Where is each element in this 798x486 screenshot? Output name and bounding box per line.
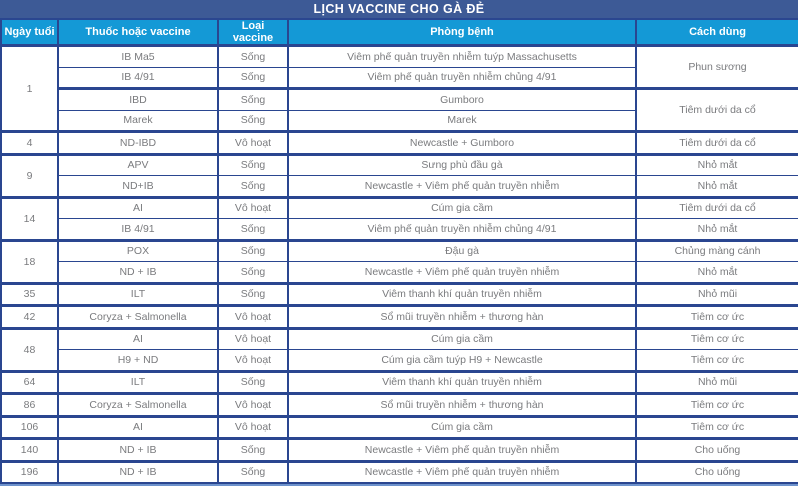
cell-vaccine: ND + IB (58, 439, 218, 462)
cell-day-age: 35 (1, 283, 58, 306)
cell-vaccine: ND+IB (58, 176, 218, 198)
cell-vaccine: Marek (58, 110, 218, 132)
cell-vaccine: ND-IBD (58, 132, 218, 155)
cell-disease: Viêm phế quản truyền nhiễm tuýp Massachusetts (288, 46, 636, 68)
cell-usage: Chủng màng cánh (636, 240, 798, 262)
table-row (1, 132, 798, 155)
cell-disease: Đậu gà (288, 240, 636, 262)
cell-vaccine: POX (58, 240, 218, 262)
cell-vaccine: APV (58, 154, 218, 176)
cell-vaccine-type: Sống (218, 89, 288, 111)
cell-usage: Tiêm cơ ức (636, 306, 798, 329)
cell-usage: Tiêm dưới da cổ (636, 132, 798, 155)
cell-usage: Tiêm dưới da cổ (636, 89, 798, 132)
column-header-day: Ngày tuổi (1, 19, 58, 46)
cell-disease: Cúm gia cầm (288, 328, 636, 350)
cell-usage: Nhỏ mắt (636, 262, 798, 284)
cell-usage: Nhỏ mắt (636, 154, 798, 176)
cell-day-age: 14 (1, 197, 58, 240)
cell-disease: Sổ mũi truyền nhiễm + thương hàn (288, 394, 636, 417)
table-row (1, 46, 798, 68)
cell-vaccine: IB Ma5 (58, 46, 218, 68)
table-body (1, 46, 798, 484)
table-row (1, 89, 798, 111)
cell-vaccine: IB 4/91 (58, 219, 218, 241)
cell-day-age: 64 (1, 371, 58, 394)
cell-disease: Cúm gia cầm tuýp H9 + Newcastle (288, 350, 636, 372)
cell-usage: Tiêm cơ ức (636, 328, 798, 350)
table-row (1, 461, 798, 483)
table-row (1, 371, 798, 394)
table-row (1, 176, 798, 198)
cell-vaccine: AI (58, 197, 218, 219)
cell-vaccine-type: Vô hoạt (218, 394, 288, 417)
table-row (1, 283, 798, 306)
table-title: LỊCH VACCINE CHO GÀ ĐẺ (0, 0, 798, 18)
table-row (1, 439, 798, 462)
cell-vaccine: H9 + ND (58, 350, 218, 372)
column-header-disease: Phòng bệnh (288, 19, 636, 46)
cell-usage: Tiêm cơ ức (636, 350, 798, 372)
cell-usage: Tiêm dưới da cổ (636, 197, 798, 219)
cell-day-age: 196 (1, 461, 58, 483)
table-row (1, 328, 798, 350)
header-row (1, 19, 798, 46)
cell-disease: Newcastle + Viêm phế quản truyền nhiễm (288, 461, 636, 483)
cell-usage: Nhỏ mũi (636, 371, 798, 394)
cell-vaccine-type: Vô hoạt (218, 197, 288, 219)
cell-vaccine-type: Sống (218, 439, 288, 462)
column-header-vaccine: Thuốc hoặc vaccine (58, 19, 218, 46)
cell-usage: Tiêm cơ ức (636, 416, 798, 439)
cell-usage: Nhỏ mắt (636, 219, 798, 241)
table-row (1, 350, 798, 372)
cell-disease: Cúm gia cầm (288, 197, 636, 219)
cell-usage: Phun sương (636, 46, 798, 89)
cell-disease: Viêm thanh khí quản truyền nhiễm (288, 371, 636, 394)
table-row (1, 306, 798, 329)
cell-vaccine: Coryza + Salmonella (58, 306, 218, 329)
cell-disease: Newcastle + Viêm phế quản truyền nhiễm (288, 439, 636, 462)
cell-vaccine: AI (58, 416, 218, 439)
cell-day-age: 9 (1, 154, 58, 197)
cell-vaccine-type: Sống (218, 46, 288, 68)
cell-day-age: 1 (1, 46, 58, 132)
table-row (1, 394, 798, 417)
table-row (1, 197, 798, 219)
cell-disease: Marek (288, 110, 636, 132)
column-header-usage: Cách dùng (636, 19, 798, 46)
table-row (1, 240, 798, 262)
cell-vaccine-type: Sống (218, 283, 288, 306)
cell-day-age: 140 (1, 439, 58, 462)
table-row (1, 154, 798, 176)
cell-vaccine: ILT (58, 371, 218, 394)
cell-disease: Sổ mũi truyền nhiễm + thương hàn (288, 306, 636, 329)
cell-vaccine-type: Sống (218, 176, 288, 198)
cell-vaccine-type: Vô hoạt (218, 306, 288, 329)
table-row (1, 219, 798, 241)
cell-vaccine: ND + IB (58, 262, 218, 284)
cell-vaccine-type: Sống (218, 67, 288, 89)
cell-vaccine-type: Sống (218, 219, 288, 241)
cell-disease: Viêm phế quản truyền nhiễm chủng 4/91 (288, 67, 636, 89)
cell-vaccine: IBD (58, 89, 218, 111)
cell-vaccine: ILT (58, 283, 218, 306)
cell-disease: Sưng phù đầu gà (288, 154, 636, 176)
cell-day-age: 48 (1, 328, 58, 371)
cell-vaccine-type: Sống (218, 154, 288, 176)
cell-disease: Newcastle + Viêm phế quản truyền nhiễm (288, 262, 636, 284)
table-row (1, 416, 798, 439)
cell-usage: Nhỏ mắt (636, 176, 798, 198)
cell-vaccine: AI (58, 328, 218, 350)
cell-usage: Cho uống (636, 461, 798, 483)
cell-day-age: 18 (1, 240, 58, 283)
cell-disease: Newcastle + Viêm phế quản truyền nhiễm (288, 176, 636, 198)
cell-vaccine-type: Sống (218, 240, 288, 262)
cell-day-age: 86 (1, 394, 58, 417)
cell-vaccine-type: Sống (218, 461, 288, 483)
cell-day-age: 42 (1, 306, 58, 329)
cell-disease: Newcastle + Gumboro (288, 132, 636, 155)
cell-vaccine-type: Vô hoạt (218, 350, 288, 372)
cell-disease: Gumboro (288, 89, 636, 111)
cell-usage: Tiêm cơ ức (636, 394, 798, 417)
cell-disease: Viêm phế quản truyền nhiễm chủng 4/91 (288, 219, 636, 241)
vaccine-schedule-table (0, 18, 798, 484)
column-header-type: Loại vaccine (218, 19, 288, 46)
cell-disease: Viêm thanh khí quản truyền nhiễm (288, 283, 636, 306)
cell-day-age: 106 (1, 416, 58, 439)
cell-vaccine-type: Sống (218, 262, 288, 284)
cell-vaccine: ND + IB (58, 461, 218, 483)
cell-vaccine-type: Vô hoạt (218, 132, 288, 155)
cell-vaccine-type: Sống (218, 110, 288, 132)
table-row (1, 262, 798, 284)
table-header (1, 19, 798, 46)
cell-vaccine-type: Vô hoạt (218, 328, 288, 350)
cell-vaccine-type: Sống (218, 371, 288, 394)
cell-vaccine-type: Vô hoạt (218, 416, 288, 439)
cell-disease: Cúm gia cầm (288, 416, 636, 439)
cell-vaccine: Coryza + Salmonella (58, 394, 218, 417)
cell-usage: Nhỏ mũi (636, 283, 798, 306)
cell-day-age: 4 (1, 132, 58, 155)
cell-usage: Cho uống (636, 439, 798, 462)
cell-vaccine: IB 4/91 (58, 67, 218, 89)
